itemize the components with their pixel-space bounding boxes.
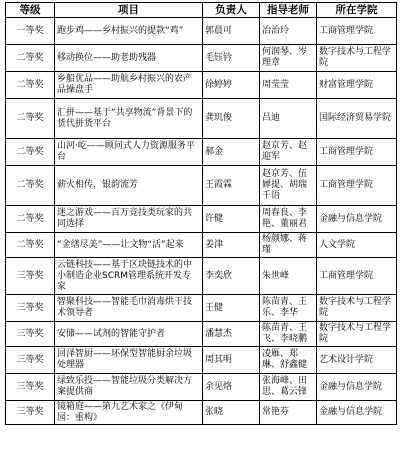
college-cell: 工商管理学院 [317,139,397,166]
award-cell: 二等奖 [6,166,55,206]
header-row [6,3,397,18]
project-cell: 安储——试剂的智能守护者 [55,322,203,347]
table-row [6,18,397,45]
college-cell: 金融与信息学院 [317,374,397,401]
award-cell: 二等奖 [6,233,55,258]
award-cell: 一等奖 [6,18,55,45]
college-cell: 工商管理学院 [317,166,397,206]
header-project: 项目 [55,3,203,18]
leader-cell: 王霞霖 [203,166,260,206]
project-cell: “金缮尽美”——让文物“活”起来 [55,233,203,258]
advisor-cell: 周莹莹 [260,72,317,99]
advisor-cell: 吕迪 [260,99,317,139]
advisor-cell: 凌雁、郑琳、舒鑫健 [260,347,317,374]
advisor-cell: 赵京芳、伍婵提、胡瑞千语 [260,166,317,206]
project-cell: 乡船优品——助航乡村振兴的农产品操盘手 [55,72,203,99]
project-cell: 迷之游戏——百万竞技类玩家的共同选择 [55,206,203,233]
award-cell: 二等奖 [6,72,55,99]
project-cell: 云链科技——基于区块链技术的中小制造企业SCRM管理系统开发专家 [55,258,203,295]
project-cell: 镜箱庭——第九艺术家之《伊甸园：重构》 [55,401,203,425]
college-cell: 工商管理学院 [317,258,397,295]
leader-cell: 毛钰钤 [203,45,260,72]
table-row [6,139,397,166]
table-row [6,258,397,295]
college-cell: 数字技术与工程学院 [317,45,397,72]
award-cell: 三等奖 [6,258,55,295]
award-cell: 三等奖 [6,374,55,401]
advisor-cell: 常艳芬 [260,401,317,425]
award-cell: 三等奖 [6,401,55,425]
college-cell: 艺术设计学院 [317,347,397,374]
table-row [6,233,397,258]
advisor-cell: 周春良、李艳、董丽君 [260,206,317,233]
award-cell: 三等奖 [6,322,55,347]
project-cell: 山河·屹——顾问式人力资源服务平台 [55,139,203,166]
award-cell: 二等奖 [6,45,55,72]
table-row [6,45,397,72]
leader-cell: 余见烙 [203,374,260,401]
project-cell: 绿致乐投——智能垃圾分类解决方案提供商 [55,374,203,401]
leader-cell: 郝金 [203,139,260,166]
project-cell: 移动换位——助老助残器 [55,45,203,72]
leader-cell: 周其明 [203,347,260,374]
leader-cell: 张晓 [203,401,260,425]
project-cell: 跑步鸡——乡村振兴的提款“鸡” [55,18,203,45]
table-row [6,72,397,99]
award-cell: 二等奖 [6,206,55,233]
header-advisor: 指导老师 [260,3,317,18]
table-row [6,295,397,322]
advisor-cell: 朱世峰 [260,258,317,295]
leader-cell: 许健 [203,206,260,233]
award-cell: 三等奖 [6,295,55,322]
awards-table [5,2,397,425]
college-cell: 工商管理学院 [317,18,397,45]
college-cell: 数字技术与工程学院 [317,322,397,347]
college-cell: 国际经济贸易学院 [317,99,397,139]
college-cell: 金融与信息学院 [317,401,397,425]
award-cell: 三等奖 [6,347,55,374]
leader-cell: 李奕欣 [203,258,260,295]
header-leader: 负责人 [203,3,260,18]
advisor-cell: 张海峰、田思、葛云锋 [260,374,317,401]
college-cell: 金融与信息学院 [317,206,397,233]
project-cell: 汇拼——基于“共享物流”背景下的货代拼货平台 [55,99,203,139]
advisor-cell: 何润琴、岑理章 [260,45,317,72]
table-row [6,374,397,401]
header-college: 所在学院 [317,3,397,18]
advisor-cell: 冶治玲 [260,18,317,45]
college-cell: 人文学院 [317,233,397,258]
header-award: 等级 [6,3,55,18]
project-cell: 智聚科技——智能毛巾消毒烘干技术领导者 [55,295,203,322]
table-row [6,206,397,233]
advisor-cell: 赵京芳、赵迎军 [260,139,317,166]
leader-cell: 龚玑俊 [203,99,260,139]
leader-cell: 徐婷婷 [203,72,260,99]
table-row [6,99,397,139]
table-row [6,401,397,425]
award-cell: 二等奖 [6,139,55,166]
leader-cell: 郭晨可 [203,18,260,45]
project-cell: 薪火相传，银韵流芳 [55,166,203,206]
college-cell: 数字技术与工程学院 [317,295,397,322]
advisor-cell: 陈苗青、王飞、李晓鹏 [260,322,317,347]
advisor-cell: 陈苗青、王乐、李华 [260,295,317,322]
leader-cell: 姜津 [203,233,260,258]
table-row [6,347,397,374]
advisor-cell: 杨颜娜、蒋瑾 [260,233,317,258]
leader-cell: 王健 [203,295,260,322]
table-row [6,322,397,347]
leader-cell: 潘慧杰 [203,322,260,347]
table-row [6,166,397,206]
award-cell: 二等奖 [6,99,55,139]
college-cell: 财富管理学院 [317,72,397,99]
project-cell: 回泽智厨——环保型智能厨余垃圾处理器 [55,347,203,374]
